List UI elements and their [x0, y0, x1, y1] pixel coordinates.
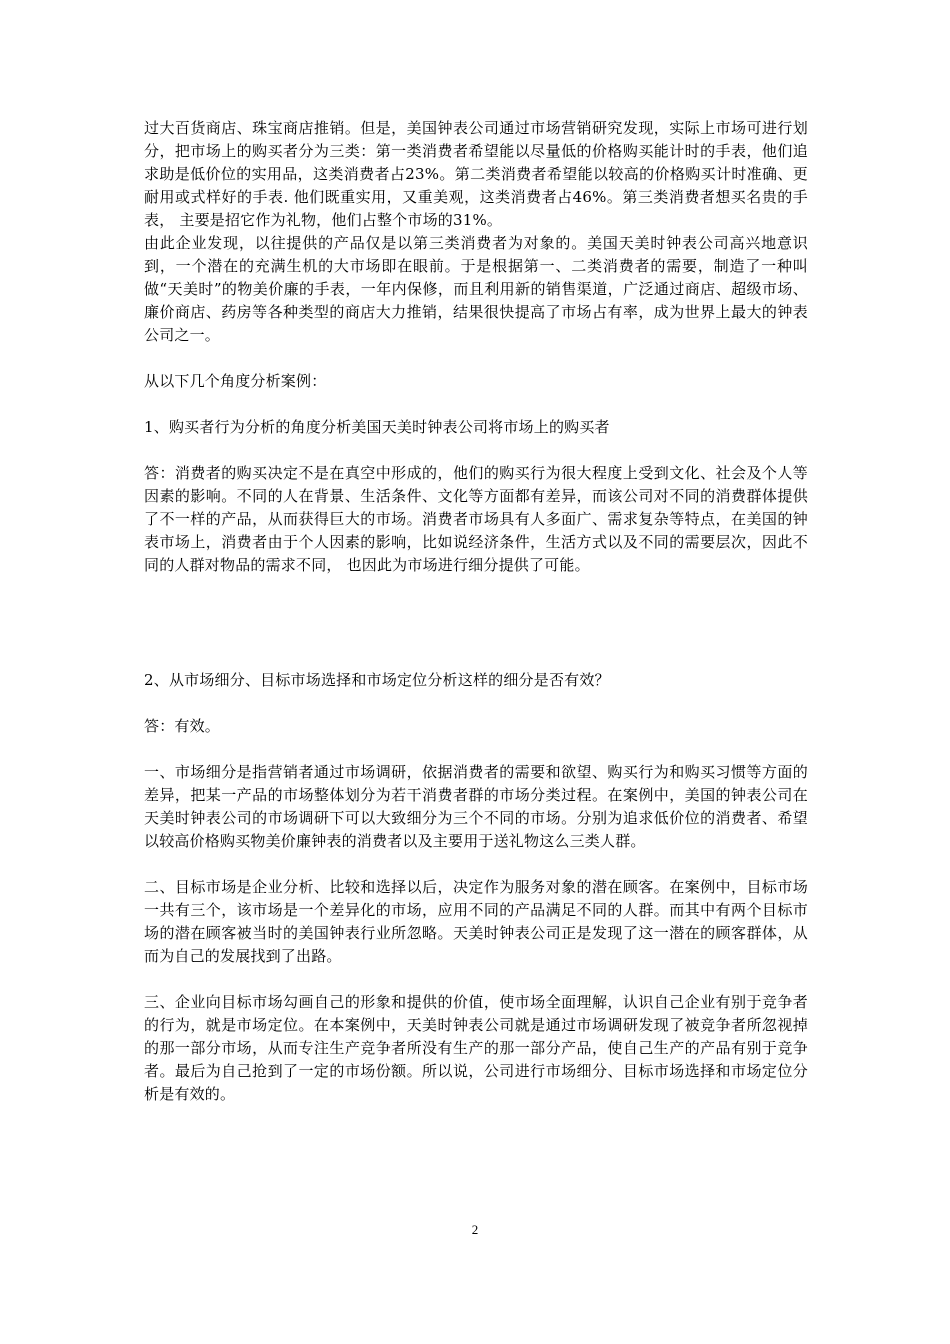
question-1: 1、购买者行为分析的角度分析美国天美时钟表公司将市场上的购买者	[144, 418, 610, 436]
paragraph-spacer	[144, 738, 808, 761]
paragraph-spacer	[144, 853, 808, 876]
answer-2: 答：有效。	[144, 717, 221, 735]
paragraph-spacer	[144, 439, 808, 462]
point-market-positioning: 三、企业向目标市场勾画自己的形象和提供的价值，使市场全面理解，认识自己企业有别于竞争者的行为，就是市场定位。在本案例中，天美时钟表公司就是通过市场调研发现了被竞争者所忽视掉的那一部分市场，从而专注生产竞争者所没有生产的那一部分产品，使自己生产的产品有别于竞争者。最后为自己抢到了一定的市场份额。所以说，公司进行市场细分、目标市场选择和市场定位分析是有效的。	[144, 993, 808, 1103]
paragraph-spacer	[144, 347, 808, 370]
paragraph-analysis-heading: 从以下几个角度分析案例：	[144, 372, 327, 390]
paragraph-intro-company-insight: 由此企业发现，以往提供的产品仅是以第三类消费者为对象的。美国天美时钟表公司高兴地意识到，一个潜在的充满生机的大市场即在眼前。于是根据第一、二类消费者的需要，制造了一种叫做“天美时”的物美价廉的手表，一年内保修，而且利用新的销售渠道，广泛通过商店、超级市场、廉价商店、药房等各种类型的商店大力推销，结果很快提高了市场占有率，成为世界上最大的钟表公司之一。	[144, 234, 808, 344]
question-2: 2、从市场细分、目标市场选择和市场定位分析这样的细分是否有效？	[144, 671, 610, 689]
paragraph-intro-market-segments: 过大百货商店、珠宝商店推销。但是，美国钟表公司通过市场营销研究发现，实际上市场可进行划分，把市场上的购买者分为三类：第一类消费者希望能以尽量低的价格购买能计时的手表，他们追求助是低价位的实用品，这类消费者占23%。第二类消费者希望能以较高的价格购买计时准确、更耐用或式样好的手表. 他们既重实用，又重美观，这类消费者占46%。第三类消费者想买名贵的手表， 主要是招它作为礼物，他们占整个市场的31%。	[144, 119, 808, 229]
page-number: 2	[471, 1222, 479, 1237]
document-body	[144, 117, 808, 1106]
paragraph-spacer	[144, 968, 808, 991]
paragraph-spacer	[144, 393, 808, 416]
point-target-market: 二、目标市场是企业分析、比较和选择以后，决定作为服务对象的潜在顾客。在案例中，目标市场一共有三个，该市场是一个差异化的市场，应用不同的产品满足不同的人群。而其中有两个目标市场的潜在顾客被当时的美国钟表行业所忽略。天美时钟表公司正是发现了这一潜在的顾客群体，从而为自己的发展找到了出路。	[144, 878, 808, 965]
paragraph-spacer	[144, 692, 808, 715]
point-market-segmentation: 一、市场细分是指营销者通过市场调研，依据消费者的需要和欲望、购买行为和购买习惯等方面的差异，把某一产品的市场整体划分为若干消费者群的市场分类过程。在案例中，美国的钟表公司在天美时钟表公司的市场调研下可以大致细分为三个不同的市场。分别为追求低价位的消费者、希望以较高价格购买物美价廉钟表的消费者以及主要用于送礼物这么三类人群。	[144, 763, 808, 850]
large-spacer	[144, 577, 808, 669]
answer-1: 答：消费者的购买决定不是在真空中形成的，他们的购买行为很大程度上受到文化、社会及个人等因素的影响。不同的人在背景、生活条件、文化等方面都有差异，而该公司对不同的消费群体提供了不一样的产品，从而获得巨大的市场。消费者市场具有人多面广、需求复杂等特点，在美国的钟表市场上，消费者由于个人因素的影响，比如说经济条件，生活方式以及不同的需要层次，因此不同的人群对物品的需求不同， 也因此为市场进行细分提供了可能。	[144, 464, 808, 574]
